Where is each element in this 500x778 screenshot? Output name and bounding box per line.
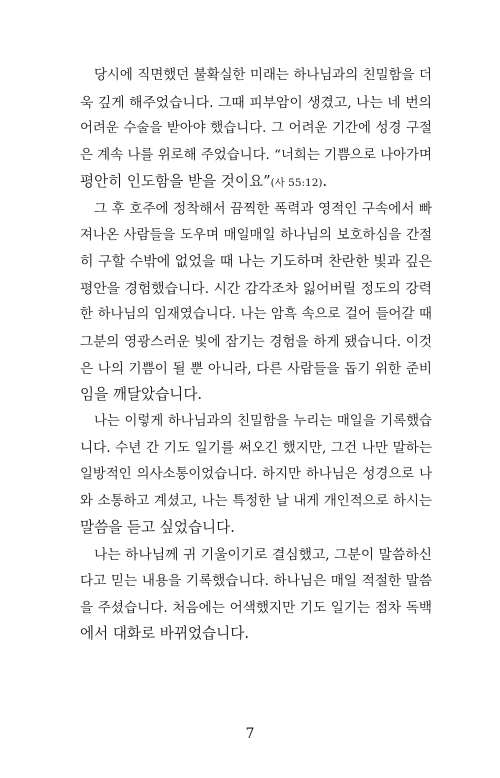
page-number: 7 (245, 726, 255, 742)
text-line: 한 하나님의 임재였습니다. 나는 암흑 속으로 걸어 들어갈 때 (80, 307, 432, 323)
final-tail: . (322, 173, 328, 191)
paragraph-1 (80, 63, 432, 196)
text-line: 욱 깊게 해주었습니다. 그때 피부암이 생겼고, 나는 네 번의 (80, 94, 432, 111)
text-line-final: 말씀을 듣고 싶었습니다. (80, 519, 235, 537)
text-line: 은 계속 나를 위로해 주었습니다. “너희는 기쁨으로 나아가며 (80, 147, 432, 163)
paragraph-3 (80, 409, 432, 542)
text-line: 다고 믿는 내용을 기록했습니다. 하나님은 매일 적절한 말씀 (80, 573, 432, 590)
text-line: 그 후 호주에 정착해서 끔찍한 폭력과 영적인 구속에서 빠 (94, 200, 432, 217)
text-line: 을 주셨습니다. 처음에는 어색했지만 기도 일기는 점차 독백 (80, 599, 432, 616)
text-line-final (80, 169, 432, 196)
text-line: 나는 하나님께 귀 기울이기로 결심했고, 그분이 말씀하신 (94, 546, 432, 563)
paragraph-2 (80, 196, 432, 409)
text-line: 그분의 영광스러운 빛에 잠기는 경험을 하게 됐습니다. 이것 (80, 333, 432, 350)
text-line: 나는 이렇게 하나님과의 친밀함을 누리는 매일을 기록했습 (94, 413, 432, 429)
text-line: 와 소통하고 계셨고, 나는 특정한 날 내게 개인적으로 하시는 (80, 493, 432, 509)
text-line-final: 에서 대화로 바뀌었습니다. (80, 625, 249, 643)
text-line: 당시에 직면했던 불확실한 미래는 하나님과의 친밀함을 더 (94, 68, 432, 83)
text-line: 니다. 수년 간 기도 일기를 써오긴 했지만, 그건 나만 말하는 (80, 440, 432, 457)
text-line: 어려운 수술을 받아야 했습니다. 그 어려운 기간에 성경 구절 (80, 121, 432, 137)
scripture-citation: (사 55:12) (270, 177, 323, 190)
text-line: 져나온 사람들을 도우며 매일매일 하나님의 보호하심을 간절 (80, 227, 432, 243)
final-text: 평안히 인도함을 받을 것이요” (80, 173, 271, 191)
text-line: 은 나의 기쁨이 될 뿐 아니라, 다른 사람들을 돕기 위한 준비 (80, 360, 432, 377)
text-line: 히 구할 수밖에 없었을 때 나는 기도하며 찬란한 빛과 깊은 (80, 254, 432, 271)
text-line: 일방적인 의사소통이었습니다. 하지만 하나님은 성경으로 나 (80, 466, 432, 482)
text-line-final: 임을 깨달았습니다. (80, 386, 203, 404)
paragraph-4 (80, 542, 432, 648)
body-text (80, 63, 432, 648)
text-line: 평안을 경험했습니다. 시간 감각조차 잃어버릴 정도의 강력 (80, 280, 432, 297)
